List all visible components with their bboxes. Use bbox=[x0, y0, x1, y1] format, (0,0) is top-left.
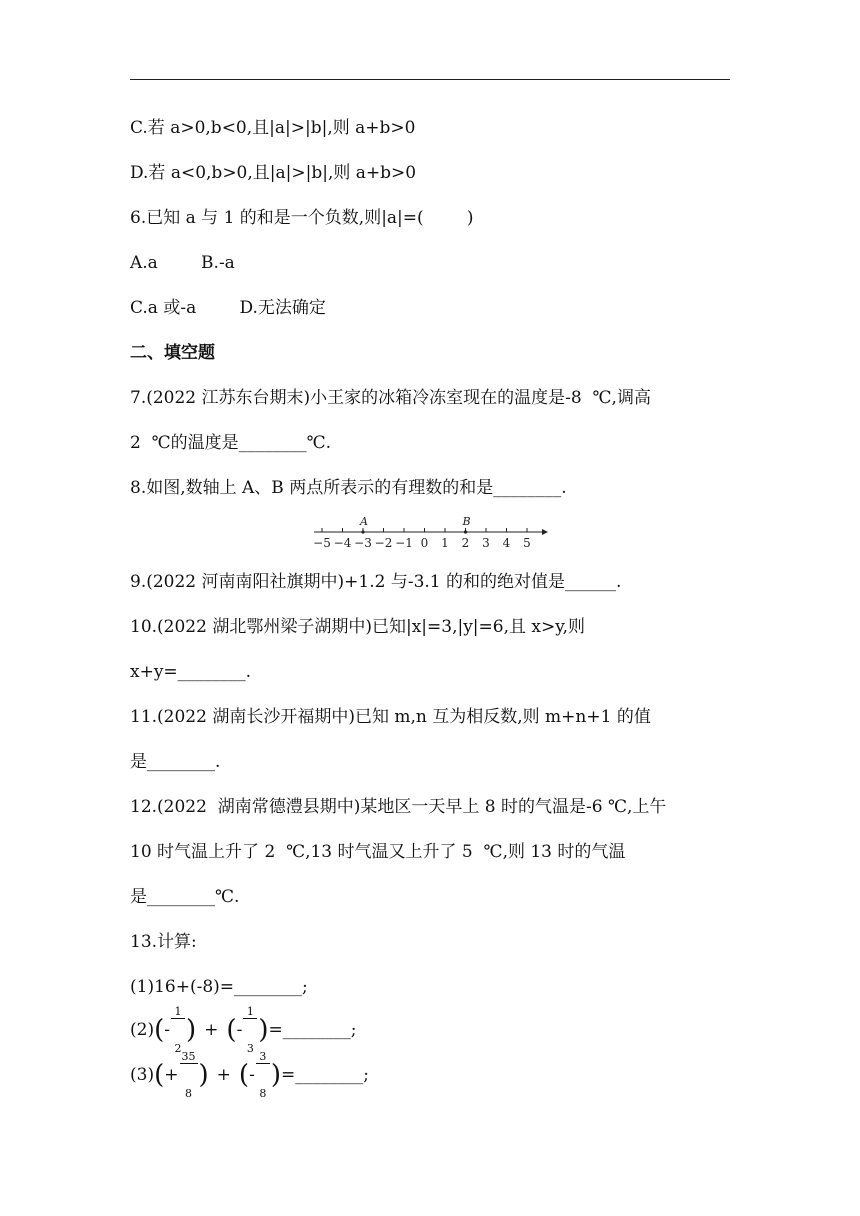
fraction-denominator: 2 bbox=[174, 1041, 182, 1055]
question-6: 6.已知 a 与 1 的和是一个负数,则|a|=( ) bbox=[130, 208, 474, 228]
part3-prefix: (3) bbox=[130, 1065, 155, 1085]
point-b-marker bbox=[464, 530, 467, 533]
plus-sign: + bbox=[216, 1065, 231, 1085]
number-line-arrow bbox=[542, 529, 548, 535]
question-12-line3: 是________℃. bbox=[130, 887, 240, 907]
fraction-numerator: 1 bbox=[171, 1006, 185, 1019]
question-9: 9.(2022 河南南阳社旗期中)+1.2 与-3.1 的和的绝对值是______. bbox=[130, 572, 622, 592]
question-13-part2 bbox=[130, 1004, 357, 1055]
left-paren: ( bbox=[238, 1060, 250, 1090]
part3-fraction2-sign: - bbox=[249, 1065, 255, 1085]
point-a-marker bbox=[361, 530, 364, 533]
part3-fraction1 bbox=[180, 1027, 198, 1124]
question-11-line1: 11.(2022 湖南长沙开福期中)已知 m,n 互为相反数,则 m+n+1 的值 bbox=[130, 707, 651, 727]
part3-suffix: =________; bbox=[280, 1065, 369, 1085]
number-line-tick-label: −1 bbox=[395, 536, 413, 550]
number-line-tick-label: 2 bbox=[461, 536, 470, 550]
number-line-tick-label: 5 bbox=[523, 536, 531, 550]
question-12-line2: 10 时气温上升了 2 ℃,13 时气温又上升了 5 ℃,则 13 时的气温 bbox=[130, 842, 626, 862]
number-line-tick-label: 0 bbox=[420, 536, 429, 550]
question-6-options-cd: C.a 或-a D.无法确定 bbox=[130, 298, 326, 318]
fraction-denominator: 3 bbox=[246, 1041, 254, 1055]
point-a-label: A bbox=[360, 515, 368, 528]
option-c: C.若 a>0,b<0,且|a|>|b|,则 a+b>0 bbox=[130, 118, 416, 138]
part3-fraction1-sign: + bbox=[164, 1065, 179, 1085]
number-line-tick-label: 3 bbox=[482, 536, 490, 550]
question-7-line1: 7.(2022 江苏东台期末)小王家的冰箱冷冻室现在的温度是-8 ℃,调高 bbox=[130, 388, 651, 408]
plus-sign: + bbox=[204, 1020, 219, 1040]
number-line-tick-label: −2 bbox=[374, 536, 393, 550]
number-line-tick-label: 4 bbox=[502, 536, 511, 550]
point-b-label: B bbox=[462, 515, 471, 528]
header-rule bbox=[130, 79, 730, 80]
fraction-numerator: 1 bbox=[243, 1006, 257, 1019]
number-line-tick-label: 1 bbox=[441, 536, 449, 550]
fraction-denominator: 8 bbox=[185, 1086, 192, 1100]
question-6-options-ab: A.a B.-a bbox=[130, 253, 235, 273]
left-paren: ( bbox=[154, 1015, 165, 1045]
right-paren: ) bbox=[186, 1015, 197, 1045]
question-13-part3 bbox=[130, 1049, 369, 1100]
part2-suffix: =________; bbox=[268, 1020, 357, 1040]
question-10-line1: 10.(2022 湖北鄂州梁子湖期中)已知|x|=3,|y|=6,且 x>y,则 bbox=[130, 617, 585, 637]
part3-fraction2 bbox=[256, 1027, 270, 1124]
right-paren: ) bbox=[270, 1060, 281, 1090]
question-10-line2: x+y=________. bbox=[130, 662, 252, 682]
section-heading: 二、填空题 bbox=[130, 343, 215, 363]
question-7-line2: 2 ℃的温度是________℃. bbox=[130, 433, 332, 453]
part2-prefix: (2) bbox=[130, 1020, 155, 1040]
left-paren: ( bbox=[226, 1015, 237, 1045]
left-paren: ( bbox=[154, 1060, 165, 1090]
question-12-line1: 12.(2022 湖南常德澧县期中)某地区一天早上 8 时的气温是-6 ℃,上午 bbox=[130, 797, 667, 817]
number-line-tick-label: −5 bbox=[313, 536, 331, 550]
question-11-line2: 是________. bbox=[130, 752, 221, 772]
right-paren: ) bbox=[258, 1015, 269, 1045]
number-line-tick-label: −4 bbox=[333, 536, 352, 550]
number-line-figure bbox=[310, 512, 550, 550]
part2-fraction2-sign: - bbox=[236, 1020, 243, 1040]
part2-fraction1-sign: - bbox=[164, 1020, 170, 1040]
question-13: 13.计算: bbox=[130, 932, 197, 952]
fraction-numerator: 35 bbox=[181, 1049, 196, 1063]
fraction-numerator: 3 bbox=[256, 1051, 270, 1064]
right-paren: ) bbox=[198, 1060, 209, 1090]
question-8: 8.如图,数轴上 A、B 两点所表示的有理数的和是________. bbox=[130, 478, 567, 498]
question-13-part1: (1)16+(-8)=________; bbox=[130, 977, 308, 997]
number-line-tick-label: −3 bbox=[354, 536, 372, 550]
option-d: D.若 a<0,b>0,且|a|>|b|,则 a+b>0 bbox=[130, 163, 417, 183]
fraction-denominator: 8 bbox=[259, 1086, 267, 1100]
